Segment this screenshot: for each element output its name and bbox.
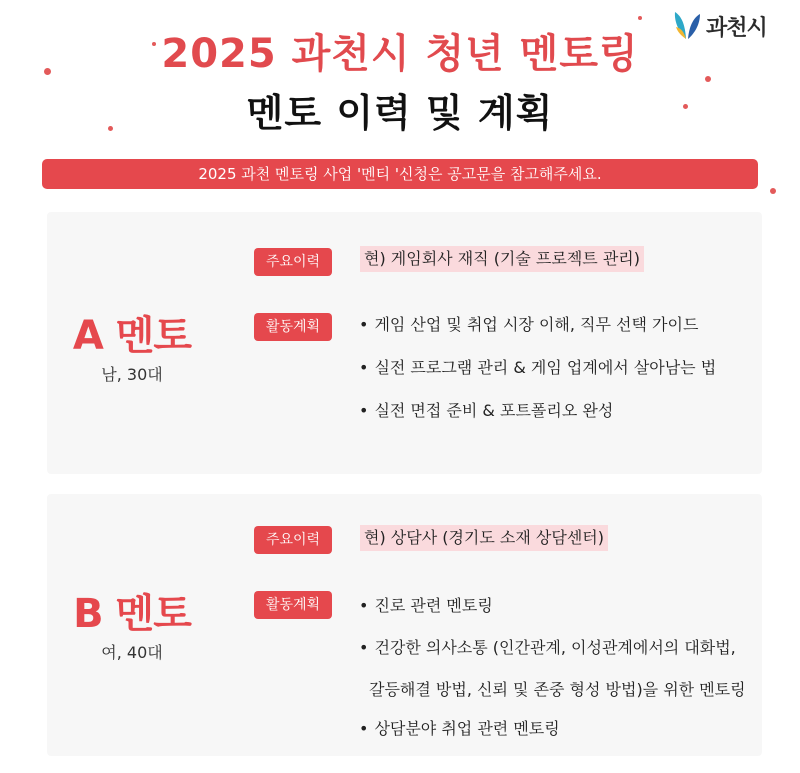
mentor-meta: 여, 40대 — [101, 643, 163, 662]
career-text: 현) 게임회사 재직 (기술 프로젝트 관리) — [360, 246, 644, 272]
decorative-dot — [770, 188, 776, 194]
page-subtitle: 멘토 이력 및 계획 — [246, 91, 554, 135]
plan-item: • 실전 프로그램 관리 & 게임 업계에서 살아남는 법 — [359, 358, 717, 377]
mentor-meta: 남, 30대 — [101, 365, 163, 384]
career-tag: 주요이력 — [254, 248, 332, 276]
mentor-name: A 멘토 — [72, 313, 192, 359]
plan-tag: 활동계획 — [254, 591, 332, 619]
page-title: 2025 과천시 청년 멘토링 — [161, 31, 639, 77]
career-text: 현) 상담사 (경기도 소재 상담센터) — [360, 525, 608, 551]
brand-name: 과천시 — [706, 15, 767, 41]
plan-item-continued: 갈등해결 방법, 신뢰 및 존중 형성 방법)을 위한 멘토링 — [369, 680, 746, 699]
plan-item: • 상담분야 취업 관련 멘토링 — [359, 719, 560, 738]
notice-banner: 2025 과천 멘토링 사업 '멘티 '신청은 공고문을 참고해주세요. — [42, 159, 758, 189]
plan-item: • 진로 관련 멘토링 — [359, 596, 493, 615]
mentor-card-a — [47, 212, 762, 474]
mentor-name: B 멘토 — [73, 591, 191, 637]
mentor-card-b — [47, 494, 762, 756]
career-tag: 주요이력 — [254, 526, 332, 554]
plan-tag: 활동계획 — [254, 313, 332, 341]
plan-item: • 건강한 의사소통 (인간관계, 이성관계에서의 대화법, — [359, 638, 736, 657]
decorative-dot — [638, 16, 642, 20]
plan-item: • 실전 면접 준비 & 포트폴리오 완성 — [359, 401, 614, 420]
plan-item: • 게임 산업 및 취업 시장 이해, 직무 선택 가이드 — [359, 315, 699, 334]
